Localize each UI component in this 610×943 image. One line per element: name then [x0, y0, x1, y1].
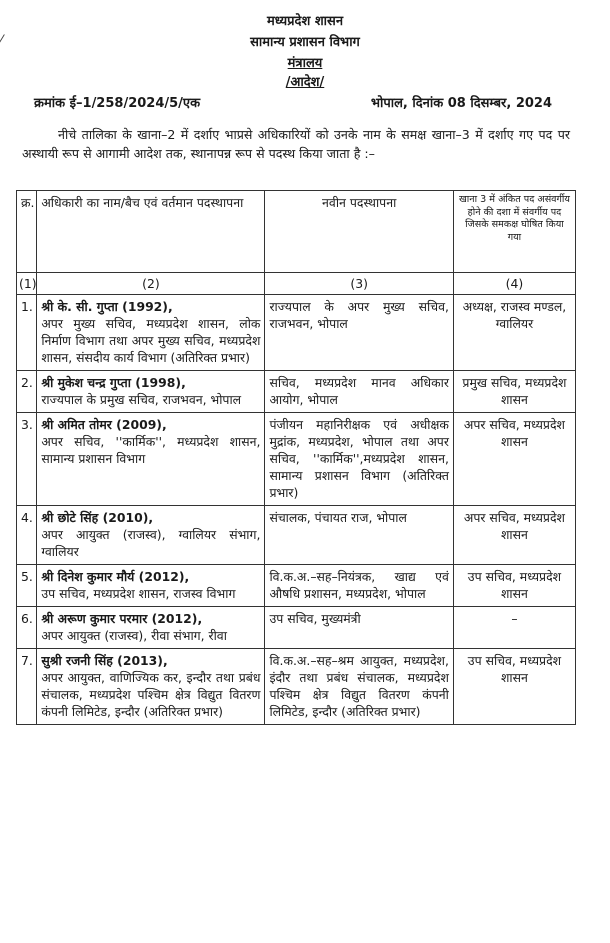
row-serial: 2.	[17, 371, 37, 413]
new-posting: उप सचिव, मुख्यमंत्री	[265, 607, 453, 649]
col-number: (2)	[37, 273, 265, 295]
order-number: क्रमांक ई–1/258/2024/5/एक	[34, 96, 201, 111]
intro-text: नीचे तालिका के खाना–2 में दर्शाए भाप्रसे अधिकारियों को उनके नाम के समक्ष खाना–3 में दर्शाए गए पद पर अस्थायी रूप से आगामी आदेश तक, स्थानापन्न रूप से पदस्थ किया जाता है :–	[22, 127, 570, 161]
officer-cell	[37, 506, 265, 565]
equivalent-post: अपर सचिव, मध्यप्रदेश शासन	[453, 506, 575, 565]
equivalent-post: अध्यक्ष, राजस्व मण्डल, ग्वालियर	[453, 295, 575, 371]
col-number-row	[17, 273, 576, 295]
col-number: (1)	[17, 273, 37, 295]
officer-name: श्री के. सी. गुप्ता (1992),	[41, 299, 173, 314]
table-row	[17, 565, 576, 607]
place-date: भोपाल, दिनांक 08 दिसम्बर, 2024	[370, 96, 552, 111]
table-row	[17, 649, 576, 725]
office-heading: मंत्रालय	[287, 56, 323, 71]
officer-name: श्री अमित तोमर (2009),	[41, 417, 167, 432]
posting-table	[16, 190, 576, 725]
table-header-row	[17, 191, 576, 273]
officer-cell	[37, 371, 265, 413]
current-posting: अपर मुख्य सचिव, मध्यप्रदेश शासन, लोक निर्माण विभाग तथा अपर मुख्य सचिव, मध्यप्रदेश शासन, संसदीय कार्य विभाग (अतिरिक्त प्रभार)	[41, 316, 261, 365]
state-govt-heading: मध्यप्रदेश शासन	[266, 14, 344, 29]
col-header-officer: अधिकारी का नाम/बैच एवं वर्तमान पदस्थापना	[37, 191, 265, 273]
current-posting: उप सचिव, मध्यप्रदेश शासन, राजस्व विभाग	[41, 586, 236, 601]
officer-name: श्री दिनेश कुमार मौर्य (2012),	[41, 569, 190, 584]
officer-name: श्री अरूण कुमार परमार (2012),	[41, 611, 203, 626]
current-posting: अपर आयुक्त, वाणिज्यिक कर, इन्दौर तथा प्रबंध संचालक, मध्यप्रदेश पश्चिम क्षेत्र विद्युत वितरण कंपनी लिमिटेड, इन्दौर (अतिरिक्त प्रभार)	[41, 670, 261, 719]
table-row	[17, 371, 576, 413]
row-serial: 4.	[17, 506, 37, 565]
order-title: /आदेश/	[285, 75, 325, 90]
col-header-equivalent: खाना 3 में अंकित पद असंवर्गीय होने की दशा में संवर्गीय पद जिसके समकक्ष घोषित किया गया	[453, 191, 575, 273]
officer-cell	[37, 607, 265, 649]
col-number: (3)	[265, 273, 453, 295]
officer-cell	[37, 649, 265, 725]
officer-name: श्री छोटे सिंह (2010),	[41, 510, 154, 525]
intro-paragraph	[22, 125, 570, 163]
officer-cell	[37, 565, 265, 607]
new-posting: वि.क.अ.–सह–श्रम आयुक्त, मध्यप्रदेश, इंदौर तथा प्रबंध संचालक, मध्यप्रदेश पश्चिम क्षेत्र विद्युत वितरण कंपनी लिमिटेड, इन्दौर (अतिरिक्त प्रभार)	[265, 649, 453, 725]
margin-tick-mark: ⁄	[0, 33, 3, 49]
equivalent-post: उप सचिव, मध्यप्रदेश शासन	[453, 565, 575, 607]
officer-name: श्री मुकेश चन्द्र गुप्ता (1998),	[41, 375, 186, 390]
new-posting: संचालक, पंचायत राज, भोपाल	[265, 506, 453, 565]
row-serial: 3.	[17, 413, 37, 506]
row-serial: 5.	[17, 565, 37, 607]
equivalent-post: प्रमुख सचिव, मध्यप्रदेश शासन	[453, 371, 575, 413]
new-posting: सचिव, मध्यप्रदेश मानव अधिकार आयोग, भोपाल	[265, 371, 453, 413]
current-posting: अपर आयुक्त (राजस्व), ग्वालियर संभाग, ग्वालियर	[41, 527, 261, 559]
current-posting: राज्यपाल के प्रमुख सचिव, राजभवन, भोपाल	[41, 392, 242, 407]
new-posting: पंजीयन महानिरीक्षक एवं अधीक्षक मुद्रांक, मध्यप्रदेश, भोपाल तथा अपर सचिव, ''कार्मिक'',मध्यप्रदेश शासन, सामान्य प्रशासन विभाग (अतिरिक्त प्रभार)	[265, 413, 453, 506]
table-row	[17, 413, 576, 506]
table-row	[17, 607, 576, 649]
col-header-sn: क्र.	[17, 191, 37, 273]
row-serial: 6.	[17, 607, 37, 649]
equivalent-post: उप सचिव, मध्यप्रदेश शासन	[453, 649, 575, 725]
new-posting: वि.क.अ.–सह–नियंत्रक, खाद्य एवं औषधि प्रशासन, मध्यप्रदेश, भोपाल	[265, 565, 453, 607]
equivalent-post: –	[453, 607, 575, 649]
officer-cell	[37, 413, 265, 506]
current-posting: अपर सचिव, ''कार्मिक'', मध्यप्रदेश शासन, सामान्य प्रशासन विभाग	[41, 434, 261, 466]
current-posting: अपर आयुक्त (राजस्व), रीवा संभाग, रीवा	[41, 628, 227, 643]
equivalent-post: अपर सचिव, मध्यप्रदेश शासन	[453, 413, 575, 506]
officer-cell	[37, 295, 265, 371]
table-row	[17, 506, 576, 565]
department-heading: सामान्य प्रशासन विभाग	[250, 35, 360, 50]
officer-name: सुश्री रजनी सिंह (2013),	[41, 653, 168, 668]
table-row	[17, 295, 576, 371]
col-header-new-posting: नवीन पदस्थापना	[265, 191, 453, 273]
col-number: (4)	[453, 273, 575, 295]
row-serial: 1.	[17, 295, 37, 371]
row-serial: 7.	[17, 649, 37, 725]
new-posting: राज्यपाल के अपर मुख्य सचिव, राजभवन, भोपाल	[265, 295, 453, 371]
